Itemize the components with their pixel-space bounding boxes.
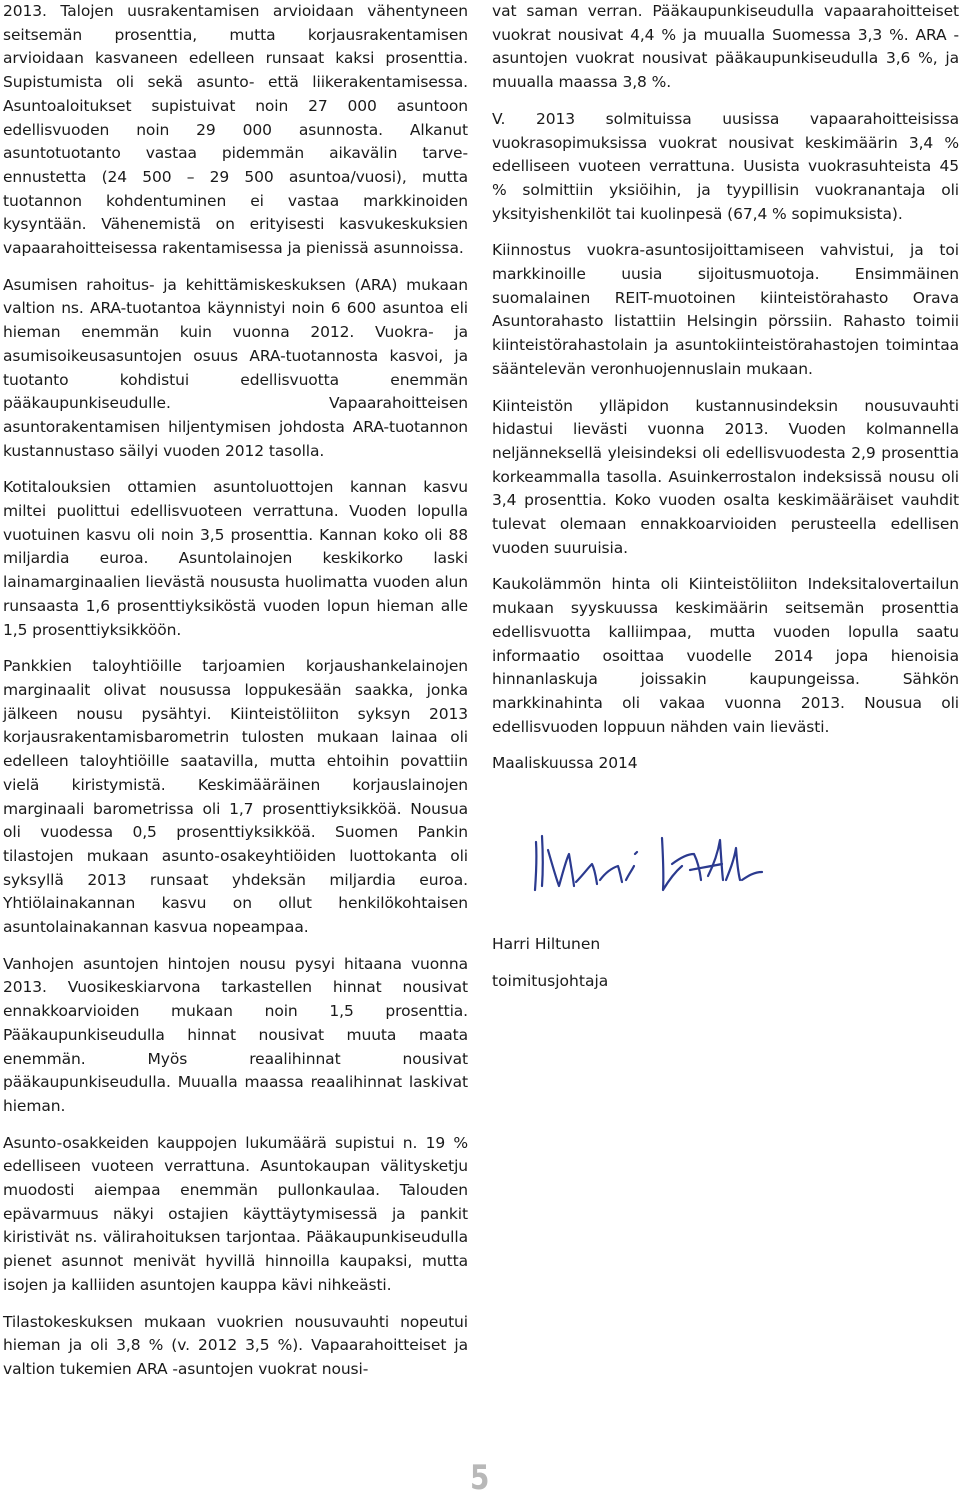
- paragraph-construction: 2013. Talojen uusrakentamisen arvioidaan vähentyneen seitsemän prosenttia, mutta korjausrakentamisen arvioidaan kasvaneen edelleen runsaat kaksi prosenttia. Supistumista oli sekä asunto- että liikerakentamisessa. Asuntoaloitukset supistuivat noin 27 000 asuntoon edellisvuoden noin 29 000 asunnosta. Alkanut asuntotuotanto vastaa pidemmän aikavälin tarve-ennustetta (24 500 – 29 500 asuntoa/vuosi), mutta tuotannon kohdentuminen ei vastaa markkinoiden kysyntään. Vähenemistä on erityisesti kasvukeskuksien vapaarahoitteisessa rakentamisessa ja pienissä asunnoissa.: [3, 2, 468, 258]
- paragraph-new-leases: V. 2013 solmituissa uusissa vapaarahoitteisissa vuokrasopimuksissa vuokrat nousivat keskimäärin 3,4 % edelliseen vuoteen verrattuna. Uusista vuokrasuhteista 45 % solmittiin yksiöihin, ja tyypillisin vuokranantaja oli yksityishenkilöt tai kuolinpesä (67,4 % sopimuksista).: [492, 109, 959, 223]
- paragraph-housing-loans: Kotitalouksien ottamien asuntoluottojen kannan kasvu miltei puolittui edellisvuoteen verrattuna. Vuoden lopulla vuotuinen kasvu oli noin 3,5 prosenttia. Kannan koko oli 88 miljardia euroa. Asuntolainojen keskikorko laski lainamarginaalien lievästä noususta huolimatta vuoden alun runsaasta 1,6 prosenttiyksiköstä vuoden lopun hieman alle 1,5 prosenttiyksikköön.: [3, 478, 468, 639]
- page-number: 5: [470, 1458, 490, 1498]
- paragraph-rent-continued: vat saman verran. Pääkaupunkiseudulla vapaarahoitteiset vuokrat nousivat 4,4 % ja muualla Suomessa 3,3 %. ARA -asuntojen vuokrat nousivat pääkaupunkiseudulla 3,6 %, ja muualla maassa 3,8 %.: [492, 2, 959, 92]
- paragraph-ara-production: Asumisen rahoitus- ja kehittämiskeskuksen (ARA) mukaan valtion ns. ARA-tuotantoa käynnistyi noin 6 600 asuntoa eli hieman enemmän kuin vuonna 2012. Vuokra- ja asumisoikeusasuntojen osuus ARA-tuotannosta kasvoi, ja tuotanto kohdistui edellisvuotta enemmän pääkaupunkiseudulle. Vapaarahoitteisen asuntorakentamisen hiljentymisen johdosta ARA-tuotannon kustannustaso säilyi vuoden 2012 tasolla.: [3, 275, 468, 460]
- paragraph-housing-prices: Vanhojen asuntojen hintojen nousu pysyi hitaana vuonna 2013. Vuosikeskiarvona tarkastellen hinnat nousivat ennakkoarvioiden mukaan noin 1,5 prosenttia. Pääkaupunkiseudulla hinnat nousivat muuta maata enemmän. Myös reaalihinnat nousivat pääkaupunkiseudulla. Muualla maassa reaalihinnat laskivat hieman.: [3, 954, 468, 1115]
- paragraph-district-heating: Kaukolämmön hinta oli Kiinteistöliiton Indeksitalovertailun mukaan syyskuussa keskimäärin seitsemän prosenttia edellisvuotta kalliimpaa, mutta vuoden lopulla saatu informaatio osoittaa vuodelle 2014 jopa hienoisia hinnanlaskuja joissakin kaupungeissa. Sähkön markkinahinta oli vakaa vuonna 2013. Nousua oli edellisvuoden loppuun nähden vain lievästi.: [492, 575, 959, 736]
- signer-name: Harri Hiltunen: [492, 935, 601, 954]
- left-column: [3, 0, 468, 1395]
- signer-title: toimitusjohtaja: [492, 971, 609, 990]
- paragraph-renovation-loans: Pankkien taloyhtiöille tarjoamien korjaushankelainojen marginaalit olivat nousussa loppukesään saakka, jonka jälkeen nousu pysähtyi. Kiinteistöliiton syksyn 2013 korjausrakentamisbarometrin tulosten mukaan lainaa oli edelleen taloyhtiöille saatavilla, mutta ehtoihin povattiin vielä kiristymistä. Keskimääräinen korjauslainojen marginaali barometrissa oli 1,7 prosenttiyksikköä. Nousua oli vuodessa 0,5 prosenttiyksikköä. Suomen Pankin tilastojen mukaan asunto-osakeyhtiöiden luottokanta oli syksyllä 2013 runsaat yhdeksän miljardia euroa. Yhtiölainakannan kasvu on ollut henkilökohtaisen asuntolainakannan kasvua nopeampaa.: [3, 657, 468, 937]
- paragraph-maintenance-index: Kiinteistön ylläpidon kustannusindeksin nousuvauhti hidastui lievästi vuonna 2013. Vuoden kolmannella neljänneksellä yleisindeksi oli edellisvuodesta 2,9 prosenttia korkeammalla tasolla. Asuinkerrostalon indeksissä nousu oli 3,4 prosenttia. Koko vuoden osalta keskimääräiset vauhdit tulevat olemaan ennakkoarvioiden perusteella edellisen vuoden suuruisia.: [492, 396, 959, 557]
- paragraph-rental-investment: Kiinnostus vuokra-asuntosijoittamiseen vahvistui, ja toi markkinoille uusia sijoitusmuotoja. Ensimmäinen suomalainen REIT-muotoinen kiinteistörahasto Orava Asuntorahasto listattiin Helsingin pörssiin. Rahasto toimii kiinteistörahastolain ja asuntokiinteistörahastojen toimintaa sääntelevän veronhuojennuslain mukaan.: [492, 241, 959, 378]
- signature-image: [522, 820, 782, 900]
- date-line: Maaliskuussa 2014: [492, 754, 638, 773]
- right-column: [492, 0, 959, 994]
- paragraph-housing-transactions: Asunto-osakkeiden kauppojen lukumäärä supistui n. 19 % edelliseen vuoteen verrattuna. Asuntokaupan välitysketju muodosti aiempaa enemmän pullonkaulaa. Talouden epävarmuus näkyi ostajien käyttäytymisessä ja pankit kiristivät ns. välirahoituksen tarjontaa. Pääkaupunkiseudulla pienet asunnot menivät hyvillä hinnoilla kaupaksi, mutta isojen ja kalliiden asuntojen kauppa kävi nihkeästi.: [3, 1133, 468, 1294]
- paragraph-rent-increase: Tilastokeskuksen mukaan vuokrien nousuvauhti nopeutui hieman ja oli 3,8 % (v. 2012 3,5 %). Vapaarahoitteiset ja valtion tukemien ARA -asuntojen vuokrat nousi-: [3, 1312, 468, 1378]
